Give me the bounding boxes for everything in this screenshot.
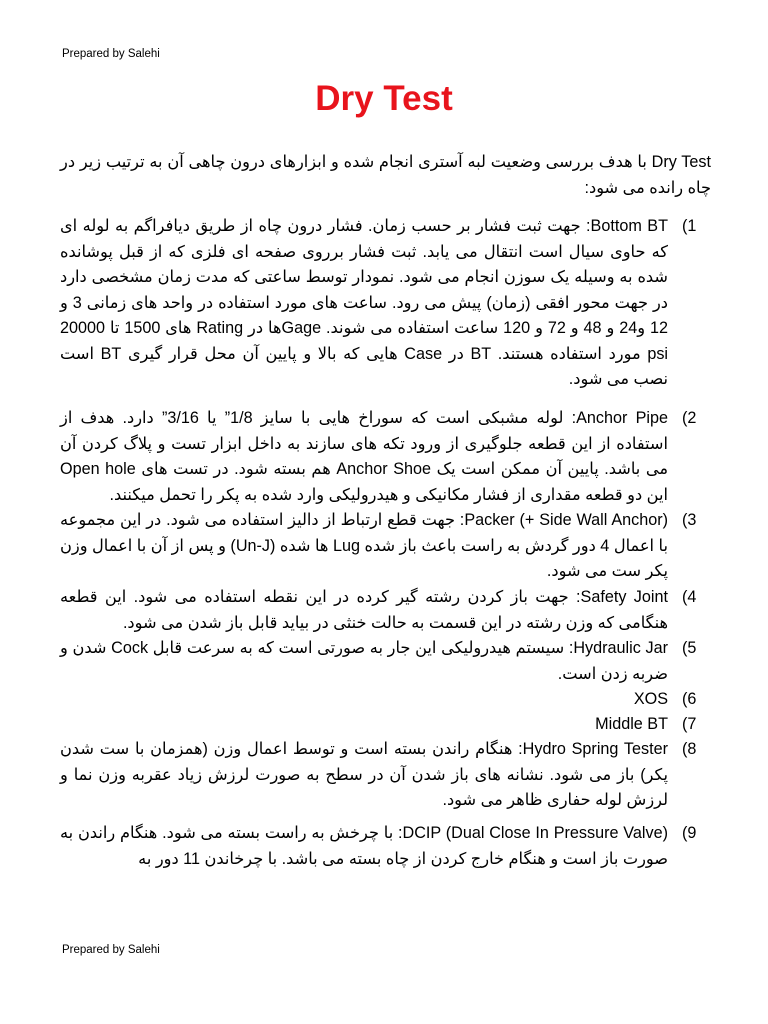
item-text: DCIP (Dual Close In Pressure Valve): با چرخش به راست بسته می شود. هنگام راندن به صورت باز است و هنگام خارج کردن از چاه بسته می باشد. با چرخاندن 11 دور به [60,824,668,868]
item-number: (8 [682,740,697,758]
list-item [60,508,712,585]
list-item [60,585,712,636]
item-number: (9 [682,824,697,842]
item-text: Hydro Spring Tester: هنگام راندن بسته است و توسط اعمال وزن (همزمان با ست شدن پکر) باز می شود. نشانه های باز شدن آن در سطح به صورت لرزش زیاد عقربه وزن نما و لرزش لوله حفاری ظاهر می شود. [60,740,668,809]
list-item [60,712,712,737]
list-item [60,214,712,406]
list-item [60,737,712,821]
page-title: Dry Test [315,79,453,118]
item-number: (2 [682,409,697,427]
item-text: Safety Joint: جهت باز کردن رشته گیر کرده در این نقطه استفاده می شود. این قطعه هنگامی که وزن رشته در این قسمت به حالت خنثی در بیاید قابل باز شدن می شود. [60,588,668,632]
intro-paragraph: Dry Test با هدف بررسی وضعیت لبه آستری انجام شده و ابزارهای درون چاهی آن به ترتیب زیر در چاه رانده می شود: [60,153,711,197]
item-number: (1 [682,217,697,235]
item-number: (5 [682,639,697,657]
item-text: Middle BT [595,715,668,733]
item-number: (4 [682,588,697,606]
list-item [60,636,712,687]
item-text: XOS [633,690,668,708]
item-number: (6 [682,690,697,708]
item-number: (7 [682,715,697,733]
item-text: Anchor Pipe: لوله مشبکی است که سوراخ هایی با سایز 1/8” یا 3/16” دارد. هدف از استفاده از این قطعه جلوگیری از ورود تکه های سازند به داخل ابزار تست و پلاگ کردن آن می باشد. پایین آن ممکن است یک Anchor Shoe هم بسته شود. در تست های Open hole این دو قطعه مقداری از فشار مکانیکی و هیدرولیکی وارد شده به پکر را تحمل میکنند. [60,409,669,504]
list-item [60,821,712,881]
footer-note: Prepared by Salehi [62,944,160,956]
header-note: Prepared by Salehi [62,48,160,60]
item-text: Packer (+ Side Wall Anchor): جهت قطع ارتباط از دالیز استفاده می شود. در این مجموعه با اعمال 4 دور گردش به راست باعث باز شده Lug ها شده (Un-J) و پس از آن با اعمال وزن پکر ست می شود. [60,511,668,580]
numbered-list [60,214,712,881]
item-text: Bottom BT: جهت ثبت فشار بر حسب زمان. فشار درون چاه از طریق دیافراگم به لوله ای که حاوی سیال است انتقال می یابد. ثبت فشار برروی صفحه ای فلزی که از قبل پوشانده شده به وسیله یک سوزن انجام می شود. نمودار توسط ساعتی که مدت زمان مشخصی دارد در جهت محور افقی (زمان) پیش می رود. ساعت های مورد استفاده در واحد های زمانی 3 و 12 و24 و 48 و 72 و 120 ساعت استفاده می شوند. Gageها در Rating های 1500 تا 20000 psi مورد استفاده هستند. BT در Case هایی که بالا و پایین آن محل قرار گیری BT است نصب می شود. [60,217,669,388]
item-number: (3 [682,511,697,529]
item-text: Hydraulic Jar: سیستم هیدرولیکی این جار به صورتی است که به سرعت قابل Cock شدن و ضربه زدن است. [60,639,668,683]
list-item [60,687,712,712]
list-item [60,406,712,508]
